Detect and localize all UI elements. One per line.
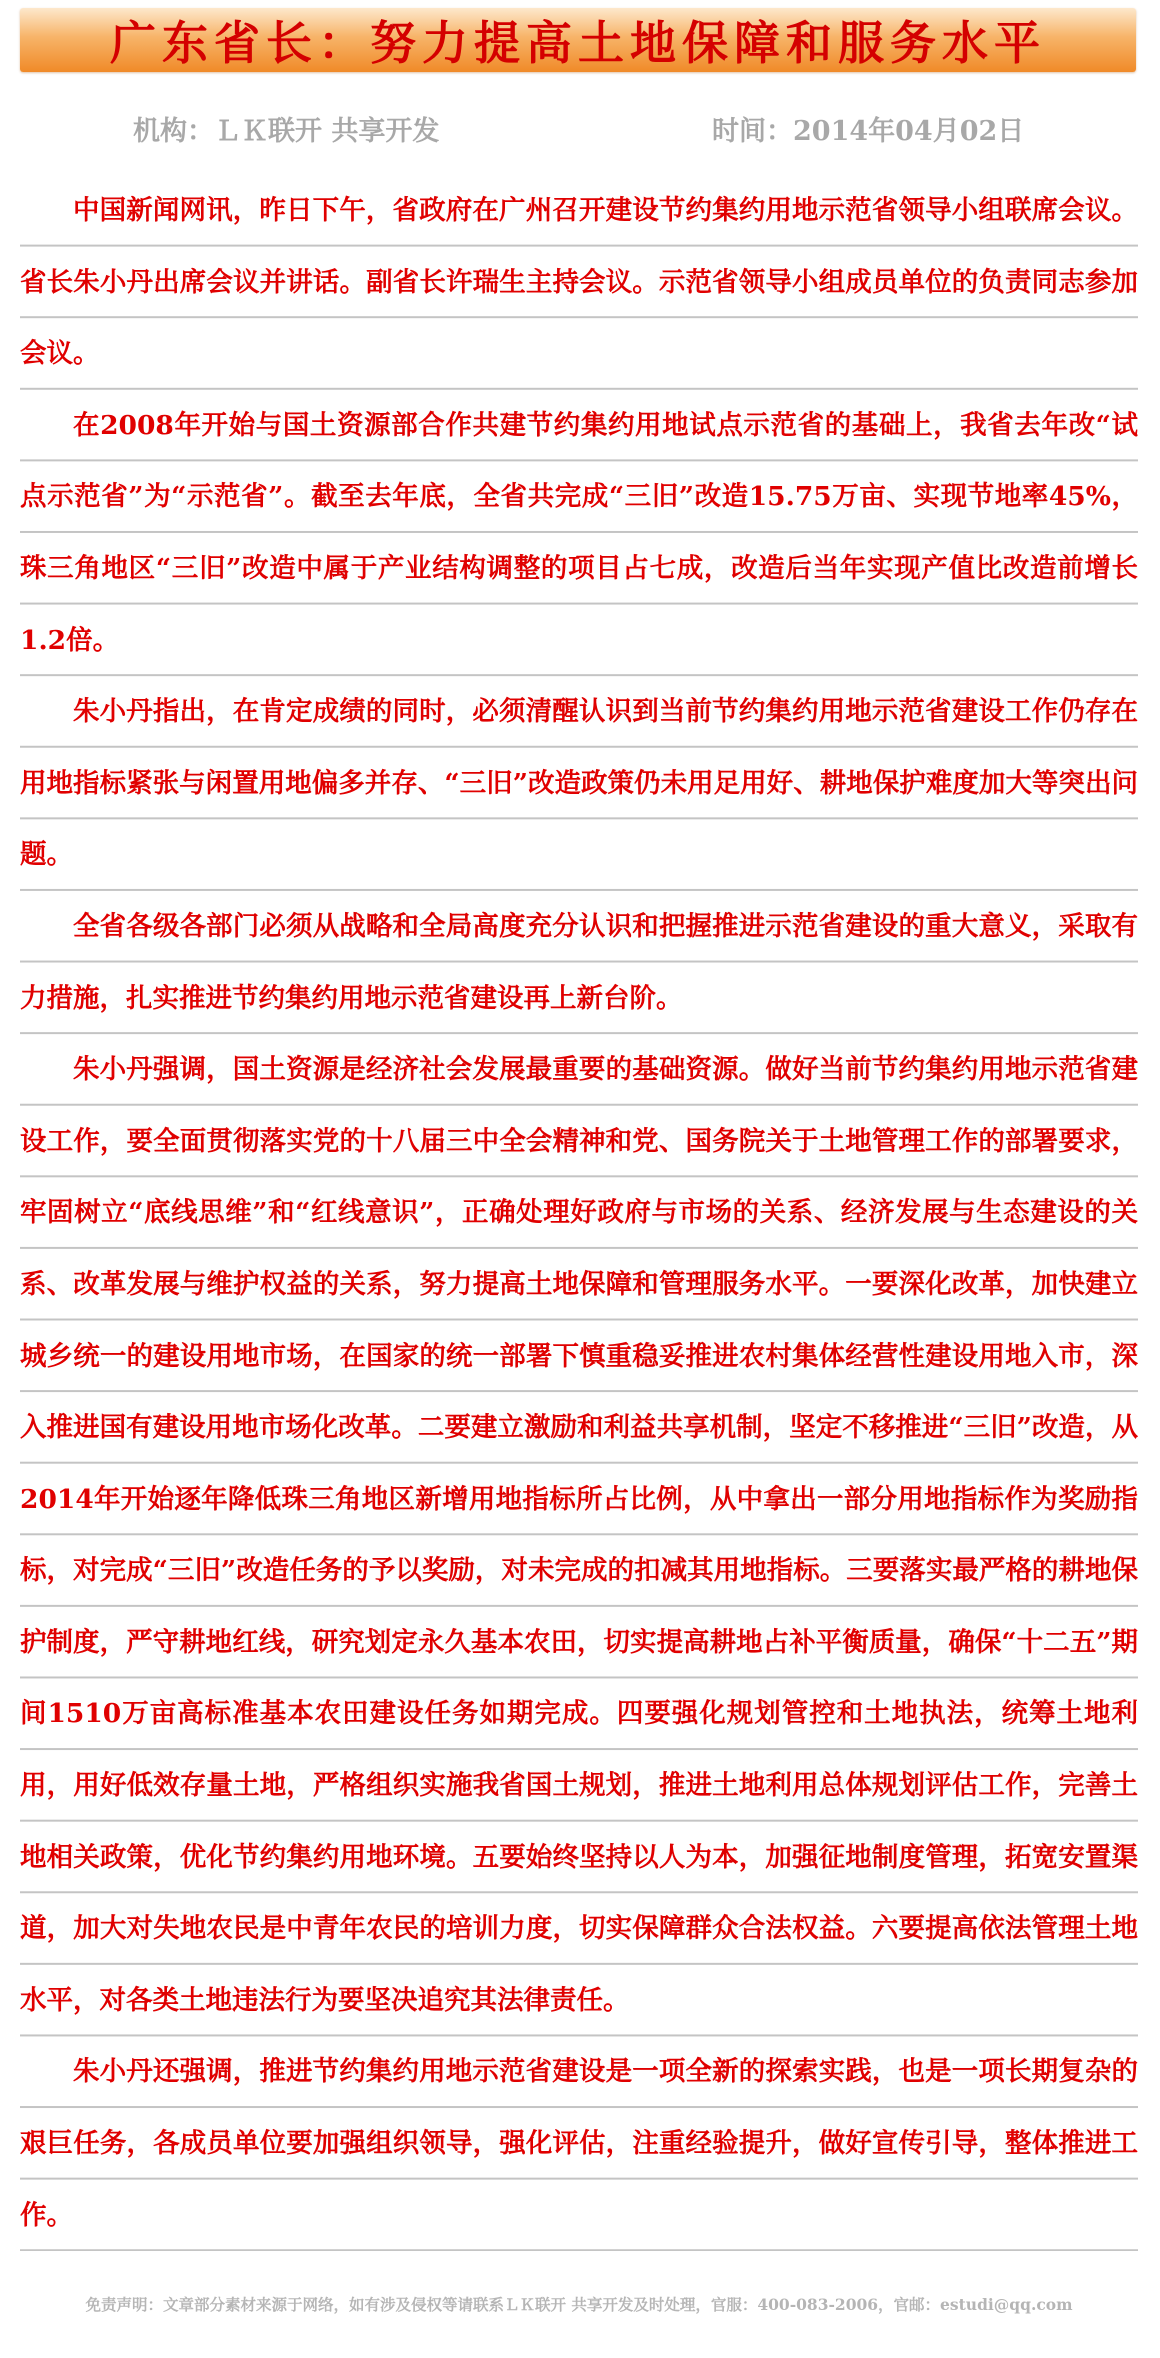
paragraph-6: 朱小丹还强调，推进节约集约用地示范省建设是一项全新的探索实践，也是一项长期复杂的艰巨任务，各成员单位要加强组织领导，强化评估，注重经验提升，做好宣传引导，整体推进工作。 (20, 2056, 1138, 2231)
paragraph-3: 朱小丹指出，在肯定成绩的同时，必须清醒认识到当前节约集约用地示范省建设工作仍存在用地指标紧张与闲置用地偏多并存、“三旧”改造政策仍未用足用好、耕地保护难度加大等突出问题。 (20, 696, 1138, 871)
disclaimer-footer: 免责声明：文章部分素材来源于网络，如有涉及侵权等请联系ＬＫ联开 共享开发及时处理，官服：400-083-2006，官邮：estudi@qq.com (85, 2295, 1073, 2314)
article-title: 广东省长：努力提高土地保障和服务水平 (110, 16, 1046, 70)
paragraph-5: 朱小丹强调，国土资源是经济社会发展最重要的基础资源。做好当前节约集约用地示范省建设工作，要全面贯彻落实党的十八届三中全会精神和党、国务院关于土地管理工作的部署要求，牢固树立“底线思维”和“红线意识”，正确处理好政府与市场的关系、经济发展与生态建设的关系、改革发展与维护权益的关系，努力提高土地保障和管理服务水平。一要深化改革，加快建立城乡统一的建设用地市场，在国家的统一部署下慎重稳妥推进农村集体经营性建设用地入市，深入推进国有建设用地市场化改革。二要建立激励和利益共享机制，坚定不移推进“三旧”改造，从2014年开始逐年降低珠三角地区新增用地指标所占比例，从中拿出一部分用地指标作为奖励指标，对完成“三旧”改造任务的予以奖励，对未完成的扣减其用地指标。三要落实最严格的耕地保护制度，严守耕地红线，研究划定永久基本农田，切实提高耕地占补平衡质量，确保“十二五”期间1510万亩高标准基本农田建设任务如期完成。四要强化规划管控和土地执法，统筹土地利用，用好低效存量土地，严格组织实施我省国土规划，推进土地利用总体规划评估工作，完善土地相关政策，优化节约集约用地环境。五要始终坚持以人为本，加强征地制度管理，拓宽安置渠道，加大对失地农民是中青年农民的培训力度，切实保障群众合法权益。六要提高依法管理土地水平，对各类土地违法行为要坚决追究其法律责任。 (20, 1054, 1138, 2016)
paragraph-4: 全省各级各部门必须从战略和全局高度充分认识和把握推进示范省建设的重大意义，采取有力措施，扎实推进节约集约用地示范省建设再上新台阶。 (20, 910, 1138, 1014)
paragraph-2: 在2008年开始与国土资源部合作共建节约集约用地试点示范省的基础上，我省去年改“试点示范省”为“示范省”。截至去年底，全省共完成“三旧”改造15.75万亩、实现节地率45%，珠三角地区“三旧”改造中属于产业结构调整的项目占七成，改造后当年实现产值比改造前增长1.2倍。 (20, 409, 1138, 656)
paragraph-1: 中国新闻网讯，昨日下午，省政府在广州召开建设节约集约用地示范省领导小组联席会议。省长朱小丹出席会议并讲话。副省长许瑞生主持会议。示范省领导小组成员单位的负责同志参加会议。 (20, 195, 1138, 370)
publish-date: 时间：2014年04月02日 (712, 116, 1025, 147)
article-body (20, 175, 1138, 2251)
title-banner (20, 8, 1136, 72)
source-org: 机构：ＬＫ联开 共享开发 (133, 116, 440, 147)
